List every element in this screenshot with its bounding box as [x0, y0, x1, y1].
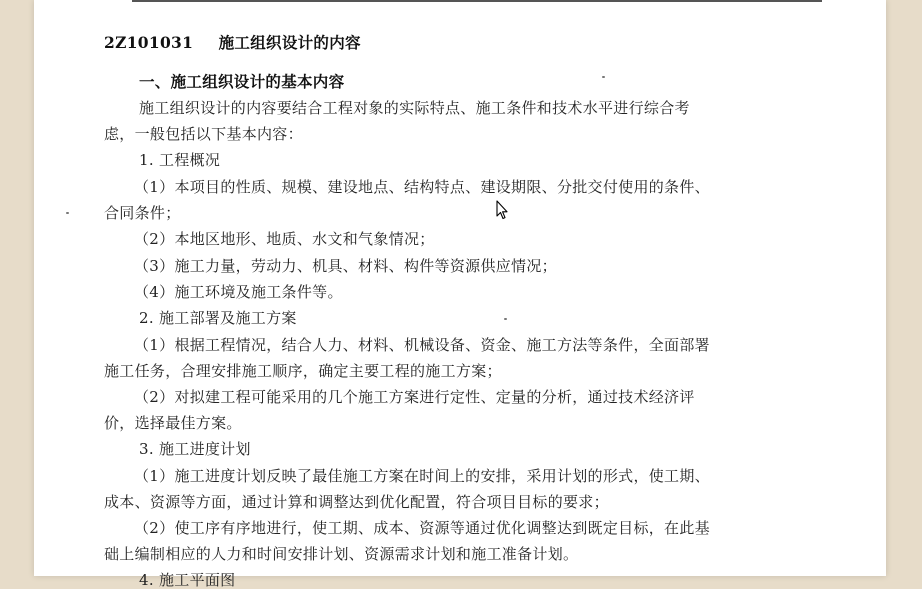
text-line: （1）根据工程情况，结合人力、材料、机械设备、资金、施工方法等条件，全面部署	[134, 336, 710, 354]
subheading: 一、施工组织设计的基本内容	[139, 72, 345, 91]
text-line: （2）使工序有序地进行，使工期、成本、资源等通过优化调整达到既定目标，在此基	[134, 519, 710, 537]
section-title: 施工组织设计的内容	[218, 33, 361, 52]
section-code: 2Z101031	[104, 33, 194, 52]
text-line: 施工组织设计的内容要结合工程对象的实际特点、施工条件和技术水平进行综合考	[139, 99, 690, 117]
text-line: 施工任务，合理安排施工顺序，确定主要工程的施工方案；	[104, 362, 502, 380]
scan-speck	[504, 318, 507, 320]
text-line: 2. 施工部署及施工方案	[139, 309, 297, 327]
text-line: （4）施工环境及施工条件等。	[134, 283, 343, 301]
text-line: 4. 施工平面图	[139, 571, 236, 589]
mouse-pointer-icon	[496, 200, 508, 220]
text-line: 价，选择最佳方案。	[104, 414, 242, 432]
text-line: 3. 施工进度计划	[139, 440, 251, 458]
text-line: 合同条件；	[104, 204, 181, 222]
document-page	[34, 0, 886, 589]
scan-speck	[602, 76, 605, 78]
text-line: 础上编制相应的人力和时间安排计划、资源需求计划和施工准备计划。	[104, 545, 579, 563]
scan-speck	[66, 212, 69, 214]
text-line: （2）对拟建工程可能采用的几个施工方案进行定性、定量的分析，通过技术经济评	[134, 388, 695, 406]
section-heading	[104, 34, 361, 52]
text-line: （1）本项目的性质、规模、建设地点、结构特点、建设期限、分批交付使用的条件、	[134, 178, 710, 196]
text-line: （2）本地区地形、地质、水文和气象情况；	[134, 230, 435, 248]
text-line: （1）施工进度计划反映了最佳施工方案在时间上的安排，采用计划的形式，使工期、	[134, 467, 710, 485]
text-line: 虑，一般包括以下基本内容：	[104, 125, 303, 143]
text-line: 成本、资源等方面，通过计算和调整达到优化配置，符合项目目标的要求；	[104, 493, 609, 511]
top-rule	[132, 0, 822, 2]
text-line: 1. 工程概况	[139, 151, 221, 169]
text-line: （3）施工力量，劳动力、机具、材料、构件等资源供应情况；	[134, 257, 557, 275]
